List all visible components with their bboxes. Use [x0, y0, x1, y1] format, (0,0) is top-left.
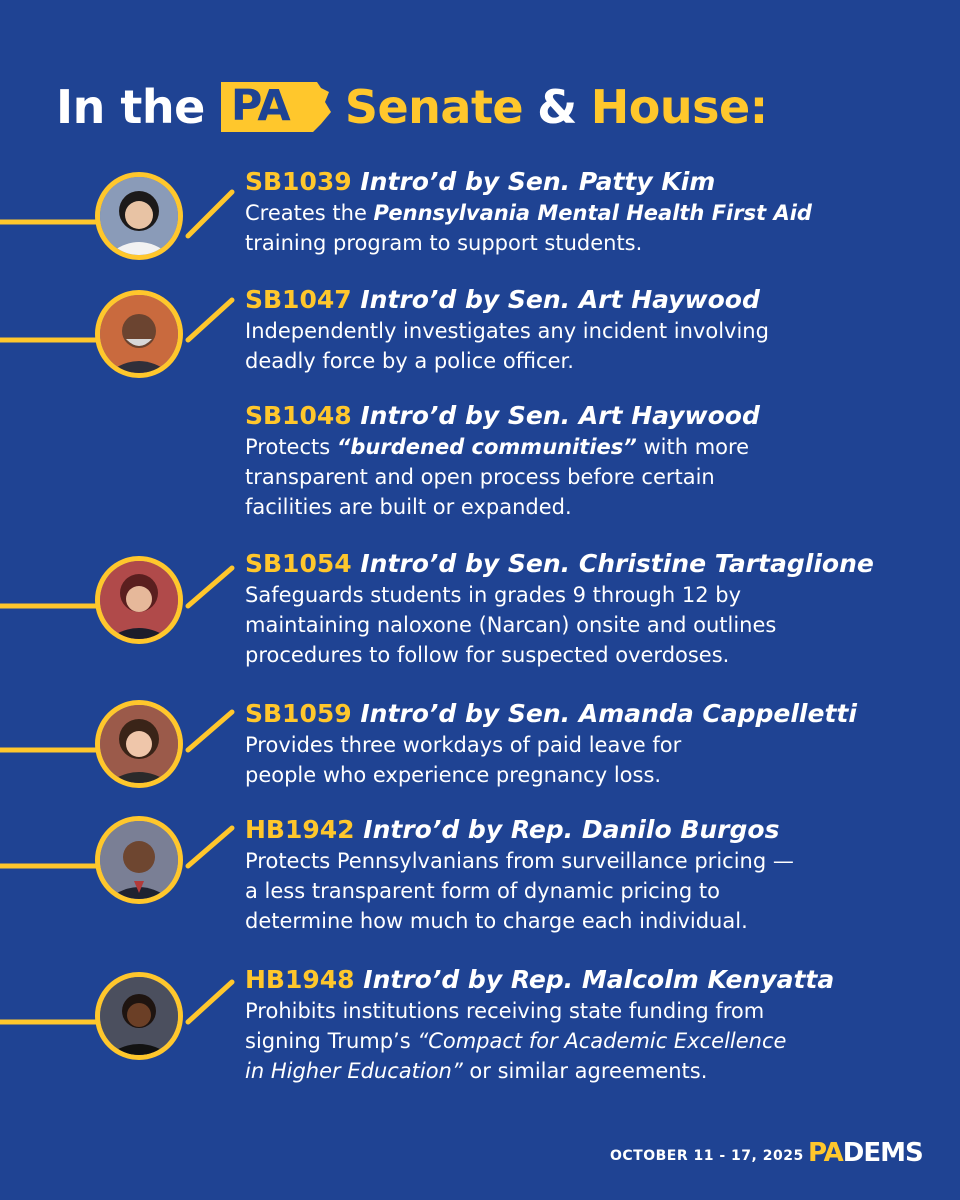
bill-sponsor: Intro’d by Sen. Patty Kim: [360, 167, 716, 196]
bill-number: SB1048: [245, 401, 352, 430]
title-amp: &: [537, 80, 577, 134]
title-house: House:: [590, 80, 768, 134]
bill-desc: people who experience pregnancy loss.: [245, 763, 662, 787]
bill-desc: or similar agreements.: [462, 1059, 708, 1083]
logo-dems: DEMS: [842, 1138, 923, 1168]
bill-number: SB1054: [245, 549, 352, 578]
avatar-amanda-cappelletti: [95, 700, 183, 788]
bill-hb1948: [245, 964, 945, 1086]
bill-sb1054: [245, 548, 945, 670]
date-range: OCTOBER 11 - 17, 2025: [610, 1148, 804, 1164]
bill-sb1048: [245, 400, 945, 522]
avatar-danilo-burgos: [95, 816, 183, 904]
bill-number: SB1059: [245, 699, 352, 728]
bill-hb1942: [245, 814, 945, 936]
bill-sponsor: Intro’d by Rep. Malcolm Kenyatta: [363, 965, 835, 994]
avatar-patty-kim: [95, 172, 183, 260]
bill-desc: Creates the: [245, 201, 374, 225]
bill-sponsor: Intro’d by Sen. Christine Tartaglione: [360, 549, 874, 578]
bill-desc: transparent and open process before certain: [245, 465, 715, 489]
bill-sponsor: Intro’d by Sen. Art Haywood: [360, 401, 760, 430]
bill-number: SB1039: [245, 167, 352, 196]
bill-desc: Safeguards students in grades 9 through 12 by: [245, 583, 742, 607]
bill-number: HB1948: [245, 965, 355, 994]
title-prefix: In the: [56, 80, 205, 134]
bill-desc: Protects Pennsylvanians from surveillance pricing —: [245, 849, 794, 873]
padems-logo: [808, 1138, 923, 1168]
bill-desc: determine how much to charge each individual.: [245, 909, 748, 933]
bill-sponsor: Intro’d by Sen. Art Haywood: [360, 285, 760, 314]
bill-desc: a less transparent form of dynamic pricing to: [245, 879, 720, 903]
bill-sponsor: Intro’d by Rep. Danilo Burgos: [363, 815, 780, 844]
avatar-christine-tartaglione: [95, 556, 183, 644]
bill-sb1047: [245, 284, 945, 376]
bill-desc: procedures to follow for suspected overdoses.: [245, 643, 730, 667]
logo-pa: PA: [808, 1138, 843, 1168]
bill-desc: with more: [636, 435, 750, 459]
badge-label: PA: [230, 81, 290, 131]
bill-desc-emphasis: “burdened communities”: [336, 435, 637, 459]
bill-number: SB1047: [245, 285, 352, 314]
bill-desc: Provides three workdays of paid leave for: [245, 733, 682, 757]
bill-sb1059: [245, 698, 945, 790]
bill-desc-emphasis: Pennsylvania Mental Health First Aid: [373, 201, 812, 225]
title-senate: Senate: [344, 80, 524, 134]
bill-desc: facilities are built or expanded.: [245, 495, 572, 519]
bill-desc-emphasis: “Compact for Academic Excellence: [417, 1029, 787, 1053]
bill-desc: Independently investigates any incident involving: [245, 319, 769, 343]
avatar-malcolm-kenyatta: [95, 972, 183, 1060]
pa-state-badge: [217, 78, 333, 136]
bill-sb1039: [245, 166, 945, 258]
bill-sponsor: Intro’d by Sen. Amanda Cappelletti: [360, 699, 857, 728]
avatar-art-haywood: [95, 290, 183, 378]
bill-desc: Protects: [245, 435, 337, 459]
page-title: [56, 78, 768, 136]
bill-desc: signing Trump’s: [245, 1029, 418, 1053]
bill-desc: maintaining naloxone (Narcan) onsite and outlines: [245, 613, 777, 637]
bill-desc: training program to support students.: [245, 231, 643, 255]
bill-number: HB1942: [245, 815, 355, 844]
bill-desc-emphasis: in Higher Education”: [245, 1059, 463, 1083]
bill-desc: deadly force by a police officer.: [245, 349, 574, 373]
bill-desc: Prohibits institutions receiving state funding from: [245, 999, 765, 1023]
